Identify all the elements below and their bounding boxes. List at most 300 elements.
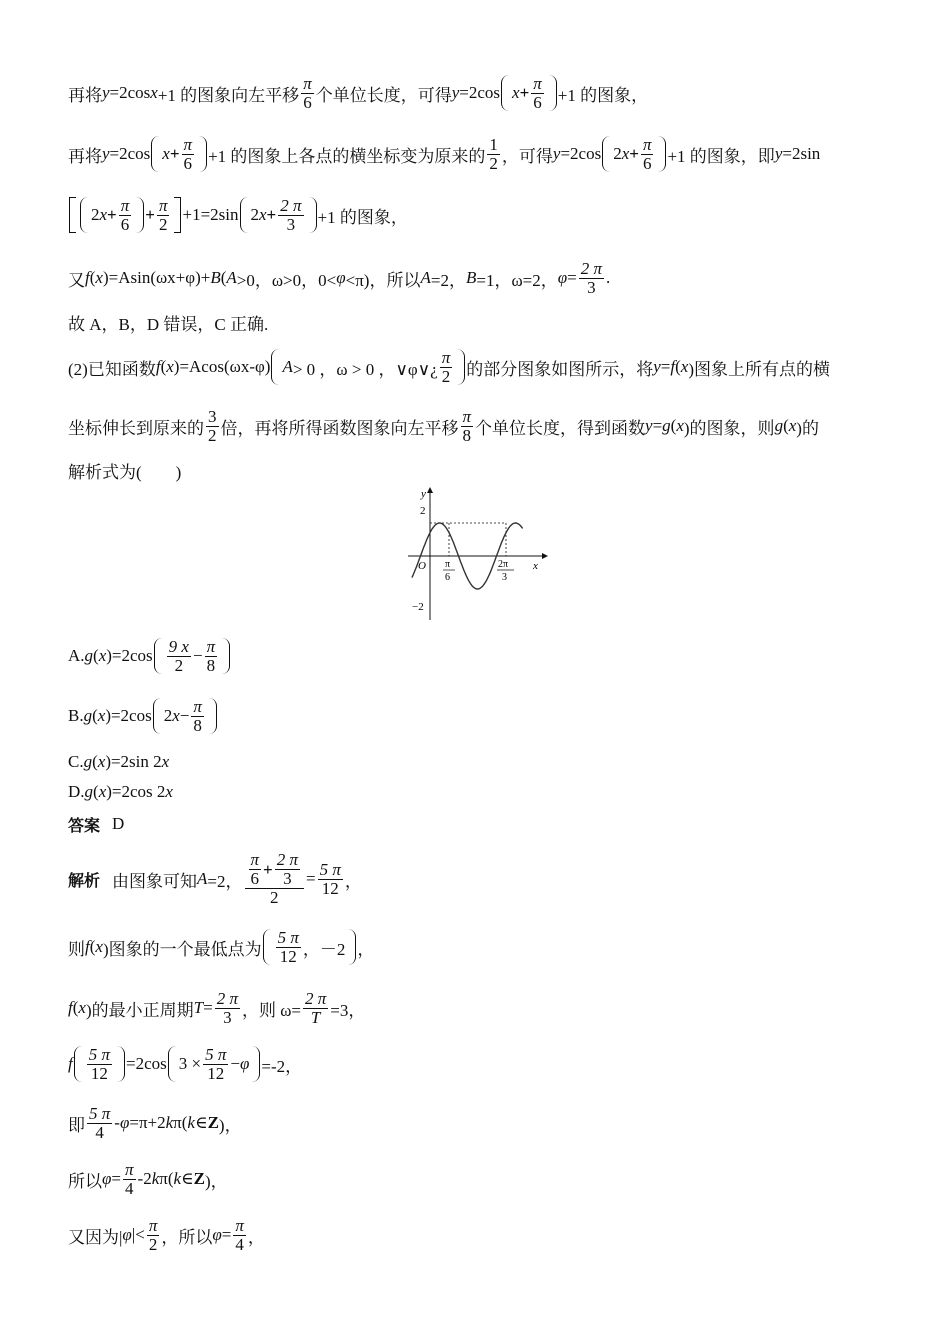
- text: ，可得: [501, 146, 553, 166]
- text: =2sin: [782, 144, 821, 163]
- right-paren: [309, 197, 317, 234]
- line-5: [68, 310, 268, 334]
- var: x: [99, 205, 108, 224]
- tick-1-den: 6: [445, 572, 450, 583]
- var: y: [774, 144, 783, 163]
- text: 再将: [68, 85, 102, 105]
- numerator: 2 π: [305, 988, 327, 1008]
- paren-group: [152, 698, 218, 735]
- right-paren: [222, 638, 230, 675]
- right-bracket: [174, 197, 181, 234]
- text: +1=2sin: [182, 205, 239, 224]
- text: )，: [204, 1171, 228, 1191]
- text: =: [652, 416, 663, 435]
- fraction: [206, 408, 219, 445]
- fraction: [249, 851, 262, 888]
- fraction: [276, 929, 301, 966]
- operator: +: [263, 859, 273, 879]
- solution-line-2: [68, 924, 374, 970]
- text: 所以: [68, 1171, 102, 1191]
- set-symbol: Z: [207, 1113, 219, 1132]
- solution-line-3: [68, 985, 365, 1031]
- numerator: 3: [208, 406, 217, 426]
- operator: +: [266, 205, 277, 224]
- right-paren: [252, 1046, 260, 1083]
- numerator: π: [235, 1215, 244, 1235]
- var: x: [676, 416, 684, 435]
- fraction: [579, 260, 604, 297]
- var: B: [210, 268, 221, 287]
- left-paren: [168, 1046, 176, 1083]
- paren-group: [79, 197, 145, 234]
- text: ，－2: [302, 939, 346, 959]
- left-paren: [74, 1046, 82, 1083]
- fraction: [233, 1217, 246, 1254]
- left-paren: [153, 698, 161, 735]
- var: B: [465, 268, 477, 287]
- y-axis-label: y: [421, 488, 426, 500]
- text: )=2cos: [105, 706, 152, 725]
- left-bracket: [69, 197, 76, 234]
- var: φ: [239, 1054, 250, 1073]
- line-7: [68, 403, 819, 449]
- var: A: [226, 268, 237, 287]
- text: =: [306, 869, 316, 888]
- denominator: 4: [235, 1234, 244, 1254]
- var: f: [85, 268, 90, 287]
- compound-fraction: [245, 851, 305, 907]
- text: (: [675, 357, 681, 376]
- var: y: [102, 83, 110, 102]
- set-symbol: Z: [193, 1169, 205, 1188]
- var: φ: [336, 268, 346, 287]
- text: 个单位长度，得到函数: [475, 418, 646, 438]
- text: D.: [68, 782, 85, 801]
- text: (: [220, 268, 227, 287]
- denominator: 2: [441, 366, 451, 386]
- var: g: [84, 782, 94, 801]
- denominator: 3: [286, 214, 296, 234]
- denominator: 8: [193, 715, 202, 735]
- numerator: 5 π: [89, 1103, 111, 1123]
- bracket-group: [68, 197, 182, 234]
- text: )的图象，则: [683, 418, 775, 438]
- fraction: [275, 851, 300, 888]
- text: +1 的图象，: [557, 85, 649, 105]
- left-paren: [501, 75, 509, 112]
- text: (: [89, 268, 96, 287]
- line-2: [68, 131, 820, 177]
- fraction: [278, 197, 303, 234]
- answer-value: D: [112, 814, 125, 833]
- x-axis-arrow: [542, 553, 548, 559]
- text: 解析式为( ): [68, 462, 182, 482]
- fraction: [147, 1217, 160, 1254]
- var: x: [166, 357, 174, 376]
- tick-2-den: 3: [502, 572, 507, 583]
- fraction: [203, 1046, 228, 1083]
- var: f: [85, 937, 90, 956]
- numerator: π: [303, 73, 312, 93]
- text: +1 的图象向左平移: [157, 85, 300, 105]
- numerator: π: [250, 850, 260, 870]
- numerator: π: [125, 1159, 134, 1179]
- text: +1 的图象上各点的横坐标变为原来的: [208, 146, 486, 166]
- numerator: 1: [489, 134, 498, 154]
- text: |<: [131, 1225, 145, 1244]
- var: k: [187, 1113, 195, 1132]
- fraction: [461, 408, 474, 445]
- function-graph: [400, 486, 550, 622]
- denominator: 12: [90, 1063, 108, 1083]
- right-paren: [199, 136, 207, 173]
- var: f: [68, 1054, 73, 1073]
- numerator: π: [183, 134, 193, 154]
- text: =2，: [430, 270, 466, 290]
- text: -: [114, 1113, 120, 1132]
- fraction: [157, 197, 170, 234]
- text: =2cos: [560, 144, 602, 163]
- var: k: [151, 1169, 160, 1188]
- paren-group: [262, 929, 358, 966]
- text: 的部分图象如图所示，将: [466, 359, 654, 379]
- fraction: [531, 75, 544, 112]
- var: A: [197, 869, 208, 888]
- text: (: [93, 646, 99, 665]
- text: ，则 ω=: [241, 1000, 301, 1020]
- var: f: [68, 998, 73, 1017]
- numerator: π: [441, 347, 451, 367]
- numerator: 5 π: [277, 927, 299, 947]
- var: x: [150, 83, 158, 102]
- text: >0，ω>0，0<: [236, 270, 337, 290]
- var: φ: [119, 1113, 130, 1132]
- denominator: 2: [158, 214, 168, 234]
- text: 2: [91, 205, 100, 224]
- line-1: [68, 70, 648, 116]
- denominator: 12: [279, 946, 297, 966]
- text: =: [660, 357, 671, 376]
- fraction: [318, 861, 343, 898]
- text: (: [89, 937, 96, 956]
- y-axis-arrow: [427, 487, 433, 493]
- text: π(: [173, 1113, 188, 1132]
- text: =2cos: [459, 83, 501, 102]
- operator: −: [192, 646, 203, 665]
- var: x: [172, 706, 180, 725]
- text: =-2，: [261, 1056, 303, 1076]
- text: ∈: [194, 1113, 208, 1132]
- numerator: π: [533, 73, 542, 93]
- text: 倍，再将所得函数图象向左平移: [220, 418, 459, 438]
- line-8: [68, 458, 181, 482]
- var: g: [84, 646, 94, 665]
- text: .: [606, 268, 611, 287]
- origin-label: O: [418, 560, 426, 572]
- var: x: [97, 752, 106, 771]
- var: y: [552, 144, 561, 163]
- text: B.: [68, 706, 84, 725]
- text: 2: [613, 144, 622, 163]
- solution-line-6: [68, 1157, 228, 1201]
- var: g: [83, 706, 93, 725]
- solution-line-5: [68, 1101, 242, 1145]
- text: )的: [796, 418, 819, 438]
- text: =: [567, 268, 577, 287]
- var: y: [645, 416, 653, 435]
- fraction: [119, 197, 132, 234]
- right-paren: [136, 197, 144, 234]
- var: φ: [557, 268, 568, 287]
- text: (: [783, 416, 789, 435]
- paren-group: [239, 197, 318, 234]
- fraction: [215, 990, 240, 1027]
- text: ，: [357, 939, 375, 959]
- var: x: [98, 782, 107, 801]
- var: x: [680, 357, 689, 376]
- text: =3，: [330, 1000, 366, 1020]
- var: φ: [212, 1225, 222, 1244]
- tick-1-num: π: [445, 559, 451, 570]
- fraction: [487, 136, 500, 173]
- text: 2: [250, 205, 259, 224]
- text: )=Asin(ωx+φ)+: [102, 268, 211, 287]
- text: 又: [68, 270, 85, 290]
- text: 故 A，B，D 错误，C 正确.: [68, 314, 269, 334]
- text: <π)，所以: [345, 270, 421, 290]
- answer-label: 答案: [68, 815, 101, 835]
- text: ，所以: [161, 1227, 213, 1247]
- var: g: [774, 416, 784, 435]
- text: +1 的图象，即: [667, 146, 775, 166]
- text: )图象上所有点的横: [688, 359, 830, 379]
- operator: +: [519, 83, 530, 102]
- numerator: π: [158, 195, 168, 215]
- text: (2)已知函数: [68, 359, 156, 379]
- operator: +: [107, 205, 117, 224]
- var: φ: [122, 1225, 132, 1244]
- denominator: 4: [125, 1178, 134, 1198]
- denominator: 3: [283, 869, 292, 889]
- paren-group: [500, 75, 558, 112]
- text: =: [221, 1225, 232, 1244]
- line-4: [68, 256, 610, 300]
- text: =: [111, 1169, 121, 1188]
- fraction: [87, 1105, 112, 1142]
- denominator: 6: [250, 869, 260, 889]
- tick-2-num: 2π: [498, 559, 509, 570]
- text: (: [160, 357, 167, 376]
- paren-group: [73, 1046, 126, 1083]
- denominator: 6: [120, 214, 130, 234]
- denominator: T: [310, 1007, 321, 1027]
- text: =2，: [207, 871, 243, 891]
- var: x: [78, 998, 86, 1017]
- option-c: [68, 750, 169, 774]
- denominator: 6: [183, 153, 193, 173]
- left-paren: [240, 197, 248, 234]
- paren-group: [167, 1046, 262, 1083]
- text: =2cos: [109, 83, 151, 102]
- numerator: π: [642, 134, 652, 154]
- denominator: 6: [642, 153, 652, 173]
- text: C.: [68, 752, 84, 771]
- var: x: [621, 144, 630, 163]
- answer-line: [68, 812, 124, 836]
- fraction: [191, 698, 204, 735]
- right-paren: [549, 75, 557, 112]
- fraction: [440, 349, 453, 386]
- right-paren: [117, 1046, 125, 1083]
- text: )图象的一个最低点为: [102, 939, 262, 959]
- right-paren: [209, 698, 217, 735]
- denominator: 6: [533, 92, 542, 112]
- numerator: 2 π: [580, 258, 603, 278]
- y-bottom-label: −2: [412, 601, 424, 613]
- denominator: 12: [321, 878, 339, 898]
- var: A: [420, 268, 431, 287]
- var: x: [161, 752, 170, 771]
- solution-line-1: [68, 844, 362, 914]
- right-paren: [348, 929, 356, 966]
- var: y: [653, 357, 661, 376]
- paren-group: [270, 349, 466, 386]
- text: )=2cos: [106, 646, 153, 665]
- text: (: [92, 706, 98, 725]
- text: 坐标伸长到原来的: [68, 418, 204, 438]
- operator: +: [629, 144, 639, 163]
- text: ，: [247, 1227, 265, 1247]
- numerator: π: [148, 1215, 158, 1235]
- text: 3 ×: [178, 1054, 202, 1073]
- paren-group: [150, 136, 208, 173]
- x-axis-label: x: [533, 560, 538, 572]
- text: 即: [68, 1115, 85, 1135]
- denominator: 2: [174, 655, 184, 675]
- text: 2: [163, 706, 173, 725]
- var: A: [282, 357, 293, 376]
- fraction: [87, 1046, 112, 1083]
- numerator: 2 π: [280, 195, 302, 215]
- var: x: [98, 646, 107, 665]
- numerator: 9 x: [168, 636, 189, 656]
- text: =1，ω=2，: [476, 270, 558, 290]
- y-top-label: 2: [420, 505, 426, 517]
- var: x: [788, 416, 797, 435]
- solution-line-4: [68, 1041, 302, 1087]
- operator: −: [230, 1054, 240, 1073]
- left-paren: [151, 136, 159, 173]
- denominator: 4: [95, 1122, 104, 1142]
- numerator: π: [206, 636, 216, 656]
- option-a: [68, 633, 231, 679]
- line-3: [68, 190, 408, 240]
- var: x: [95, 268, 103, 287]
- denominator: 2: [148, 1234, 158, 1254]
- denominator: 12: [207, 1063, 225, 1083]
- text: > 0 ，ω > 0 ，∨φ∨¿: [292, 359, 438, 379]
- var: f: [670, 357, 676, 376]
- numerator: π: [120, 195, 130, 215]
- denominator: 3: [223, 1007, 232, 1027]
- text: 由图象可知: [112, 871, 198, 891]
- option-b: [68, 693, 218, 739]
- denominator: 2: [270, 887, 279, 907]
- var: f: [155, 357, 161, 376]
- var: k: [173, 1169, 182, 1188]
- numerator: π: [193, 696, 202, 716]
- denominator: 6: [303, 92, 312, 112]
- text: π(: [159, 1169, 174, 1188]
- text: (: [72, 998, 79, 1017]
- numerator: 2 π: [276, 850, 298, 870]
- var: T: [193, 998, 204, 1017]
- fraction: [123, 1161, 136, 1198]
- text: -2: [137, 1169, 152, 1188]
- var: x: [95, 937, 103, 956]
- operator: +: [145, 205, 155, 224]
- operator: +: [169, 144, 180, 163]
- left-paren: [80, 197, 88, 234]
- solution-label: 解析: [68, 870, 101, 890]
- var: k: [165, 1113, 174, 1132]
- var: g: [662, 416, 671, 435]
- text: )=2sin 2: [105, 752, 162, 771]
- operator: −: [179, 706, 190, 725]
- text: )=Acos(ωx-φ): [173, 357, 271, 376]
- text: ∈: [181, 1169, 194, 1188]
- text: (: [92, 752, 98, 771]
- solution-line-7: [68, 1213, 265, 1257]
- text: =2cos: [109, 144, 151, 163]
- numerator: 2 π: [216, 988, 238, 1008]
- fraction: [182, 136, 195, 173]
- denominator: 8: [206, 655, 216, 675]
- fraction: [205, 638, 218, 675]
- text: =2cos: [126, 1054, 167, 1073]
- denominator: 8: [462, 425, 472, 445]
- numerator: π: [462, 406, 472, 426]
- text: +1 的图象，: [317, 207, 408, 227]
- text: )，: [218, 1115, 242, 1135]
- text: 则: [68, 939, 85, 959]
- left-paren: [271, 349, 279, 386]
- text: 再将: [68, 146, 102, 166]
- paren-group: [601, 136, 667, 173]
- text: 又因为|: [68, 1227, 123, 1247]
- fraction: [303, 990, 328, 1027]
- right-paren: [457, 349, 465, 386]
- var: y: [451, 83, 460, 102]
- var: x: [165, 782, 173, 801]
- text: =: [203, 998, 213, 1017]
- fraction: [641, 136, 654, 173]
- denominator: 2: [489, 153, 498, 173]
- text: =π+2: [129, 1113, 166, 1132]
- text: A.: [68, 646, 85, 665]
- var: x: [97, 706, 106, 725]
- text: ，: [344, 871, 362, 891]
- var: g: [83, 752, 93, 771]
- var: x: [162, 144, 170, 163]
- var: x: [512, 83, 520, 102]
- option-d: [68, 780, 173, 804]
- text: (: [93, 782, 99, 801]
- numerator: 5 π: [319, 859, 341, 879]
- text: )=2cos 2: [106, 782, 166, 801]
- denominator: 2: [208, 425, 217, 445]
- numerator: 5 π: [88, 1044, 111, 1064]
